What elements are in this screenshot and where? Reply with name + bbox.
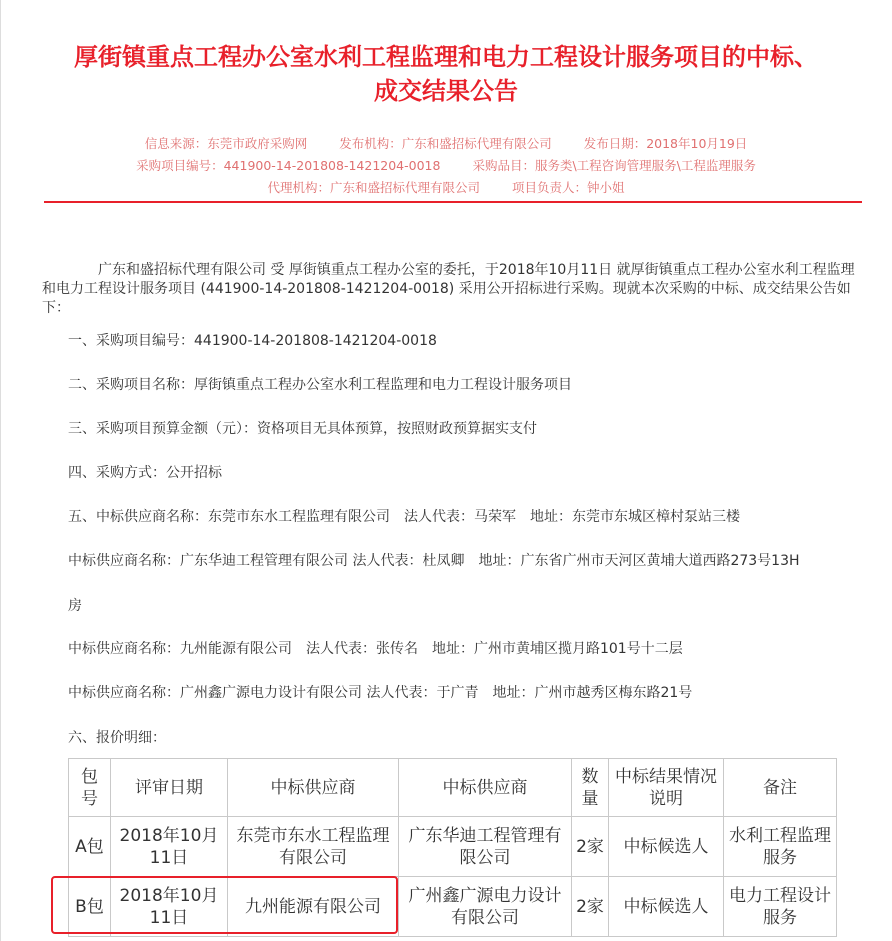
title-line-1: 厚街镇重点工程办公室水利工程监理和电力工程设计服务项目的中标、 xyxy=(74,43,818,71)
item-method: 四、采购方式：公开招标 xyxy=(68,465,222,481)
cell-result: 中标候选人 xyxy=(609,817,724,877)
header-supplier-b: 中标供应商 xyxy=(399,759,572,817)
item-supplier-2-cont: 房 xyxy=(68,598,82,614)
table-header-row xyxy=(69,759,837,817)
header-review-date: 评审日期 xyxy=(111,759,228,817)
header-quantity: 数量 xyxy=(572,759,609,817)
cell-package: A包 xyxy=(69,817,111,877)
item-price-details: 六、报价明细： xyxy=(68,730,166,746)
cell-result: 中标候选人 xyxy=(609,877,724,937)
meta-publisher: 发布机构：广东和盛招标代理有限公司 xyxy=(339,136,552,151)
meta-row-2 xyxy=(40,158,852,174)
meta-project-no: 采购项目编号：441900-14-201808-1421204-0018 xyxy=(136,158,441,173)
cell-quantity: 2家 xyxy=(572,877,609,937)
cell-supplier-b: 广州鑫广源电力设计有限公司 xyxy=(399,877,572,937)
meta-source: 信息来源：东莞市政府采购网 xyxy=(144,136,308,151)
item-supplier-1: 五、中标供应商名称：东莞市东水工程监理有限公司 法人代表：马荣军 地址：东莞市东城区樟村泵站三楼 xyxy=(68,509,740,525)
cell-quantity: 2家 xyxy=(572,817,609,877)
cell-supplier-a: 东莞市东水工程监理有限公司 xyxy=(228,817,399,877)
cell-package: B包 xyxy=(69,877,111,937)
meta-row-1 xyxy=(40,136,852,152)
article-title xyxy=(20,40,872,108)
item-supplier-3: 中标供应商名称：九州能源有限公司 法人代表：张传名 地址：广州市黄埔区揽月路101号十二层 xyxy=(68,641,683,657)
header-supplier-a: 中标供应商 xyxy=(228,759,399,817)
cell-supplier-a: 九州能源有限公司 xyxy=(228,877,399,937)
cell-remark: 电力工程设计服务 xyxy=(724,877,837,937)
meta-agency: 代理机构：广东和盛招标代理有限公司 xyxy=(267,180,480,195)
header-result: 中标结果情况说明 xyxy=(609,759,724,817)
cell-remark: 水利工程监理服务 xyxy=(724,817,837,877)
title-line-2: 成交结果公告 xyxy=(374,77,518,105)
table-row xyxy=(69,817,837,877)
item-supplier-4: 中标供应商名称：广州鑫广源电力设计有限公司 法人代表：于广青 地址：广州市越秀区梅东路21号 xyxy=(68,685,693,701)
item-supplier-2: 中标供应商名称：广东华迪工程管理有限公司 法人代表：杜凤卿 地址：广东省广州市天河区黄埔大道西路273号13H xyxy=(68,553,800,569)
meta-date: 发布日期：2018年10月19日 xyxy=(583,136,748,151)
item-budget: 三、采购项目预算金额（元）：资格项目无具体预算，按照财政预算据实支付 xyxy=(68,421,537,437)
cell-supplier-b: 广东华迪工程管理有限公司 xyxy=(399,817,572,877)
item-project-name: 二、采购项目名称：厚街镇重点工程办公室水利工程监理和电力工程设计服务项目 xyxy=(68,377,572,393)
cell-review-date: 2018年10月11日 xyxy=(111,877,228,937)
cell-review-date: 2018年10月11日 xyxy=(111,817,228,877)
title-divider xyxy=(44,201,862,203)
meta-contact: 项目负责人：钟小姐 xyxy=(511,180,625,195)
meta-category: 采购品目：服务类\工程咨询管理服务\工程监理服务 xyxy=(472,158,756,173)
header-package: 包号 xyxy=(69,759,111,817)
page-left-border xyxy=(0,0,1,941)
intro-paragraph: 广东和盛招标代理有限公司 受 厚街镇重点工程办公室的委托，于2018年10月11日 就厚街镇重点工程办公室水利工程监理和电力工程设计服务项目 (441900-14-201808-1421204-0018) 采用公开招标进行采购。现就本次采购的中标、成交结果公告如下： xyxy=(42,262,855,316)
highlight-box xyxy=(51,876,398,934)
header-remark: 备注 xyxy=(724,759,837,817)
meta-row-3 xyxy=(40,180,852,196)
item-project-number: 一、采购项目编号：441900-14-201808-1421204-0018 xyxy=(68,333,437,349)
